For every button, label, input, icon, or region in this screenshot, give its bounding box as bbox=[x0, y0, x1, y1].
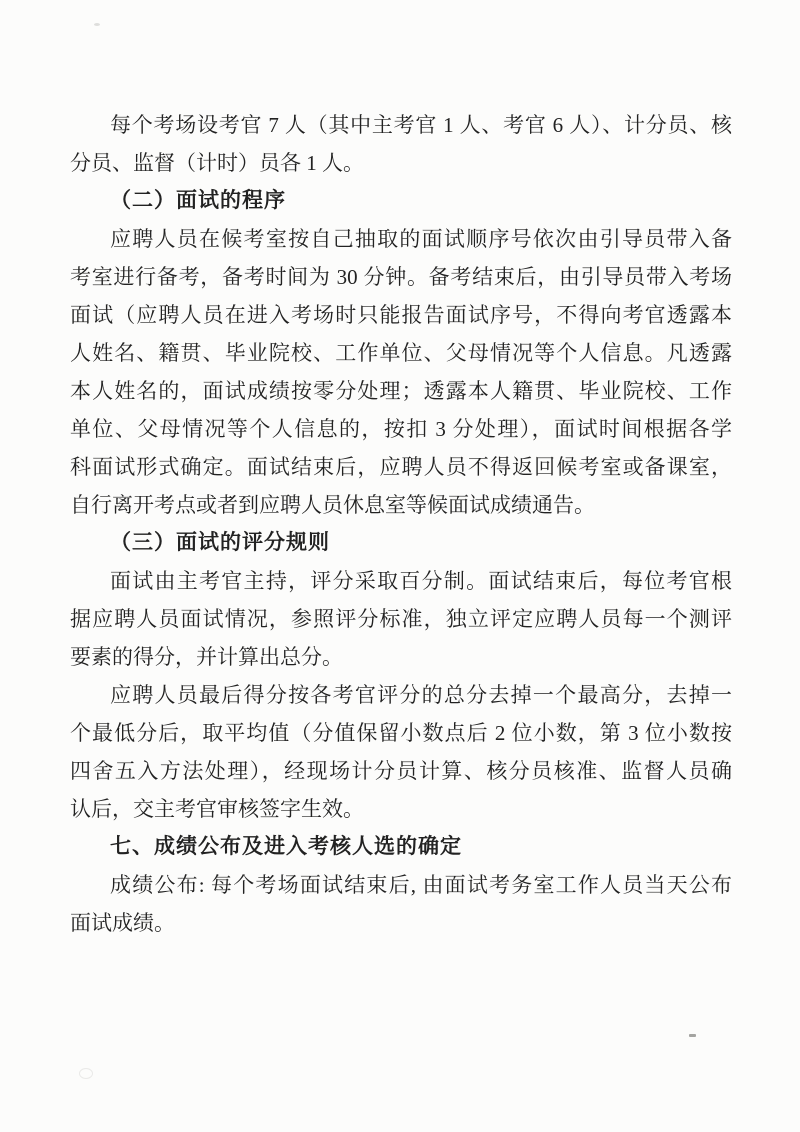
scan-speck bbox=[689, 1034, 696, 1037]
section-heading-scoring-rules: （三）面试的评分规则 bbox=[110, 531, 330, 554]
scan-speck bbox=[94, 23, 100, 26]
text-line: 单位、父母情况等个人信息的，按扣 3 分处理），面试时间根据各学 bbox=[70, 417, 732, 441]
section-heading-results-announcement: 七、成绩公布及进入考核人选的确定 bbox=[110, 835, 462, 858]
text-line: 要素的得分，并计算出总分。 bbox=[70, 645, 343, 669]
text-line: 据应聘人员面试情况，参照评分标准，独立评定应聘人员每一个测评 bbox=[70, 607, 732, 631]
text-line: 成绩公布: 每个考场面试结束后, 由面试考务室工作人员当天公布 bbox=[110, 873, 732, 897]
text-line: 个最低分后，取平均值（分值保留小数点后 2 位小数，第 3 位小数按 bbox=[70, 721, 732, 745]
text-line: 科面试形式确定。面试结束后，应聘人员不得返回候考室或备课室， bbox=[70, 455, 732, 479]
text-line: 人姓名、籍贯、毕业院校、工作单位、父母情况等个人信息。凡透露 bbox=[70, 341, 732, 365]
text-line: 每个考场设考官 7 人（其中主考官 1 人、考官 6 人）、计分员、核 bbox=[110, 113, 732, 137]
text-line: 自行离开考点或者到应聘人员休息室等候面试成绩通告。 bbox=[70, 493, 595, 517]
text-line: 分员、监督（计时）员各 1 人。 bbox=[70, 151, 364, 175]
section-heading-interview-procedure: （二）面试的程序 bbox=[110, 189, 286, 212]
text-line: 应聘人员最后得分按各考官评分的总分去掉一个最高分，去掉一 bbox=[110, 683, 732, 707]
text-line: 本人姓名的，面试成绩按零分处理；透露本人籍贯、毕业院校、工作 bbox=[70, 379, 732, 403]
text-line: 面试成绩。 bbox=[70, 911, 175, 935]
text-line: 四舍五入方法处理），经现场计分员计算、核分员核准、监督人员确 bbox=[70, 759, 732, 783]
text-line: 认后，交主考官审核签字生效。 bbox=[70, 797, 364, 821]
document-body bbox=[70, 106, 732, 942]
text-line: 面试（应聘人员在进入考场时只能报告面试序号，不得向考官透露本 bbox=[70, 303, 732, 327]
text-line: 面试由主考官主持，评分采取百分制。面试结束后，每位考官根 bbox=[110, 569, 732, 593]
text-line: 应聘人员在候考室按自己抽取的面试顺序号依次由引导员带入备 bbox=[110, 227, 732, 251]
text-line: 考室进行备考，备考时间为 30 分钟。备考结束后，由引导员带入考场 bbox=[70, 265, 732, 289]
scan-speck bbox=[79, 1068, 93, 1079]
